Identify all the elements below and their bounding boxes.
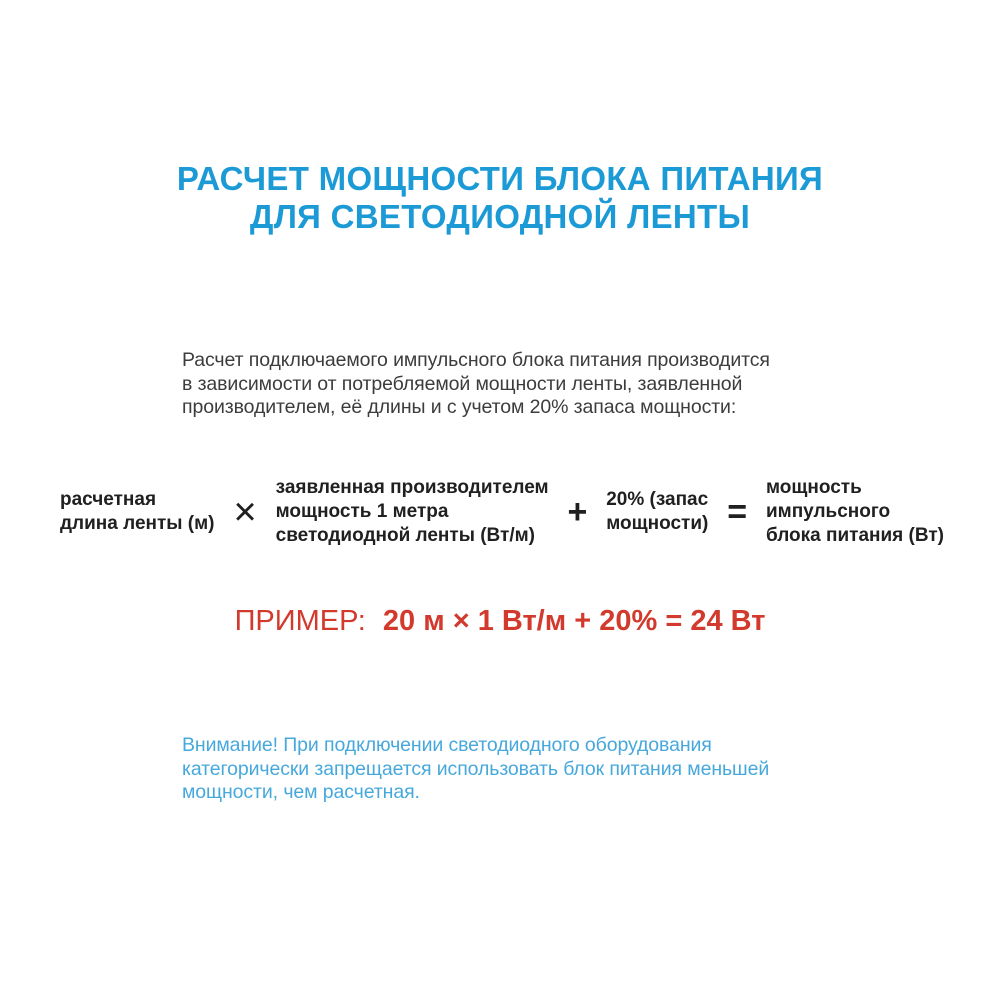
- term4-line2: импульсного: [765, 501, 891, 522]
- term4-line1: мощность: [765, 477, 862, 498]
- equals-operator: =: [727, 493, 748, 531]
- multiply-operator: ×: [233, 490, 257, 534]
- example-label: ПРИМЕР:: [234, 605, 366, 637]
- warning-line2: категорически запрещается использовать блок питания меньшей: [182, 757, 770, 780]
- term3-line2: мощности): [606, 513, 709, 534]
- page-title-line2: ДЛЯ СВЕТОДИОДНОЙ ЛЕНТЫ: [249, 198, 751, 235]
- warning-paragraph: [182, 734, 862, 805]
- term2-line2: мощность 1 метра: [275, 501, 449, 522]
- page-title-line1: РАСЧЕТ МОЩНОСТИ БЛОКА ПИТАНИЯ: [176, 160, 824, 197]
- formula-term-psu-power: [766, 476, 944, 548]
- warning-line3: мощности, чем расчетная.: [182, 781, 420, 804]
- term1-line2: длина ленты (м): [60, 513, 215, 534]
- plus-operator: +: [567, 493, 588, 531]
- example-equation: 20 м × 1 Вт/м + 20% = 24 Вт: [382, 605, 766, 637]
- example-line: [0, 604, 1000, 638]
- term4-line3: блока питания (Вт): [765, 525, 944, 546]
- term1-line1: расчетная: [60, 489, 157, 510]
- power-formula: [60, 476, 944, 548]
- intro-line1: Расчет подключаемого импульсного блока питания производится: [182, 349, 770, 371]
- term2-line1: заявленная производителем: [275, 477, 549, 498]
- formula-term-power-reserve: [606, 488, 708, 536]
- intro-paragraph: [182, 349, 862, 420]
- formula-term-power-per-meter: [276, 476, 549, 548]
- intro-line2: в зависимости от потребляемой мощности ленты, заявленной: [182, 372, 743, 395]
- intro-line3: производителем, её длины и с учетом 20% запаса мощности:: [182, 396, 737, 419]
- page-title: [0, 160, 1000, 236]
- warning-line1: Внимание! При подключении светодиодного оборудования: [182, 734, 712, 756]
- term3-line1: 20% (запас: [606, 489, 709, 510]
- formula-term-strip-length: [60, 488, 215, 536]
- term2-line3: светодиодной ленты (Вт/м): [275, 525, 535, 546]
